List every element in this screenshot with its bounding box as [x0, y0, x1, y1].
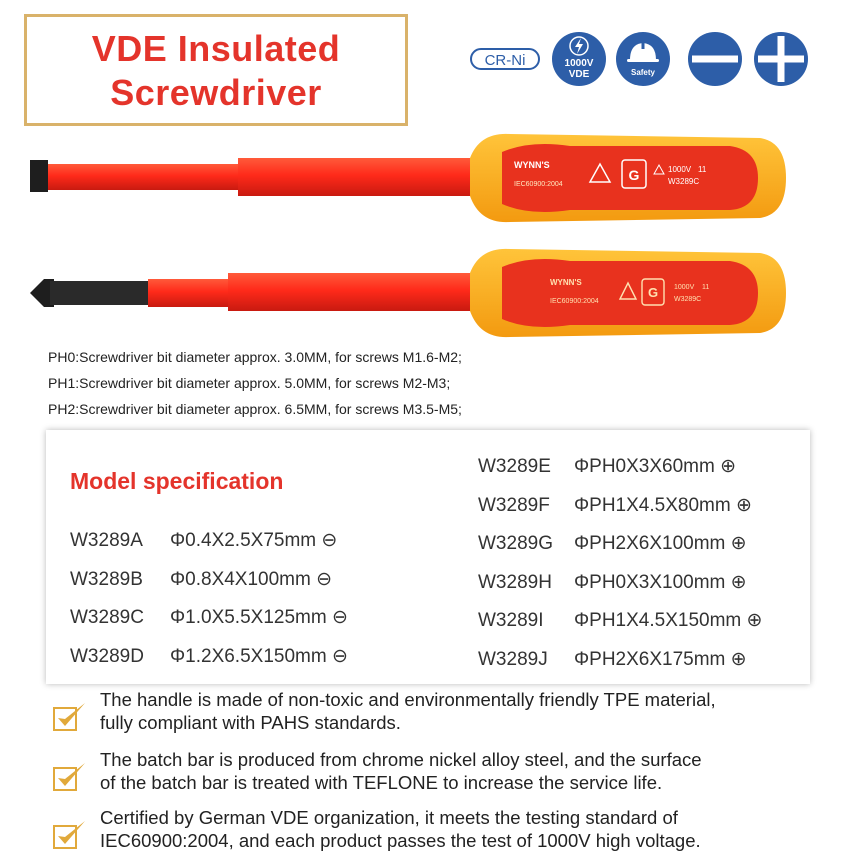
spec-row	[478, 602, 762, 641]
spec-size: Φ1.2X6.5X150mm ⊖	[170, 645, 348, 667]
spec-code: W3289G	[478, 533, 553, 554]
spec-size: ΦPH0X3X60mm ⊕	[574, 456, 737, 477]
spec-size: ΦPH2X6X100mm ⊕	[574, 533, 747, 554]
safety-badge	[616, 32, 670, 86]
spec-code: W3289I	[478, 610, 544, 631]
spec-code: W3289H	[478, 571, 552, 593]
model-specification-card	[46, 430, 810, 684]
spec-code: W3289E	[478, 456, 551, 477]
handle-standard: IEC60900:2004	[514, 181, 563, 188]
safety-label: Safety	[630, 68, 655, 77]
spec-list-slotted	[70, 522, 348, 676]
spec-row	[478, 641, 762, 680]
spec-row	[478, 564, 762, 603]
feature-line: The handle is made of non-toxic and environmentally friendly TPE material,	[100, 689, 716, 710]
handle-voltage-2: 1000V	[674, 284, 695, 291]
spec-size: ΦPH1X4.5X80mm ⊕	[574, 494, 752, 516]
handle-brand-2: WYNN'S	[550, 278, 582, 287]
spec-size: Φ0.4X2.5X75mm ⊖	[170, 530, 338, 551]
spec-code: W3289B	[70, 568, 143, 590]
vde-label: VDE	[568, 69, 590, 80]
feature-line: fully compliant with PAHS standards.	[100, 712, 401, 733]
spec-row	[478, 525, 762, 564]
spec-row	[70, 522, 348, 561]
feature-line: The batch bar is produced from chrome nickel alloy steel, and the surface	[100, 749, 702, 770]
spec-row	[478, 487, 762, 526]
note-ph1: PH1:Screwdriver bit diameter approx. 5.0MM, for screws M2-M3;	[48, 375, 451, 391]
svg-text:G: G	[647, 285, 659, 300]
title-line-2: Screwdriver	[110, 72, 322, 113]
spec-row	[70, 561, 348, 600]
handle-number-2: 11	[702, 284, 710, 291]
helmet-icon	[616, 32, 670, 68]
title-box	[24, 14, 408, 126]
spec-heading: Model specification	[70, 468, 284, 494]
handle-model: W3289C	[668, 177, 700, 186]
spec-code: W3289D	[70, 645, 144, 667]
cr-ni-badge: CR-Ni	[470, 48, 540, 70]
feature-line: Certified by German VDE organization, it meets the testing standard of	[100, 807, 678, 828]
title-line-1: VDE Insulated	[91, 28, 341, 69]
handle-voltage: 1000V	[668, 165, 692, 174]
feature-line: IEC60900:2004, and each product passes the test of 1000V high voltage.	[100, 830, 701, 851]
svg-text:G: G	[628, 167, 640, 183]
spec-size: ΦPH1X4.5X150mm ⊕	[574, 610, 763, 631]
spec-code: W3289A	[70, 530, 143, 551]
spec-list-phillips	[478, 448, 762, 679]
note-ph2: PH2:Screwdriver bit diameter approx. 6.5MM, for screws M3.5-M5;	[48, 401, 462, 417]
handle-model-2: W3289C	[674, 296, 702, 303]
spec-code: W3289C	[70, 607, 144, 628]
spec-size: ΦPH0X3X100mm ⊕	[574, 571, 747, 593]
vde-voltage: 1000V	[564, 58, 594, 69]
checkmark-icon	[52, 700, 88, 734]
spec-row	[478, 448, 762, 487]
phillips-tip-icon	[754, 32, 808, 86]
phillips-screwdriver-image	[30, 245, 790, 340]
note-ph0: PH0:Screwdriver bit diameter approx. 3.0MM, for screws M1.6-M2;	[48, 349, 462, 365]
handle-standard-2: IEC60900:2004	[550, 298, 599, 305]
spec-code: W3289F	[478, 494, 550, 516]
spec-size: Φ0.8X4X100mm ⊖	[170, 568, 333, 590]
handle-number: 11	[698, 165, 707, 174]
slotted-screwdriver-image	[30, 130, 790, 225]
spec-row	[70, 599, 348, 638]
slotted-tip-icon	[688, 32, 742, 86]
spec-code: W3289J	[478, 648, 548, 670]
checkmark-icon	[52, 818, 88, 852]
bit-notes	[48, 344, 462, 422]
handle-brand: WYNN'S	[514, 160, 550, 170]
feature-line: of the batch bar is treated with TEFLONE to increase the service life.	[100, 772, 663, 793]
spec-row	[70, 638, 348, 677]
spec-size: Φ1.0X5.5X125mm ⊖	[170, 607, 348, 628]
checkmark-icon	[52, 760, 88, 794]
vde-1000v-badge	[552, 32, 606, 86]
spec-size: ΦPH2X6X175mm ⊕	[574, 648, 747, 670]
